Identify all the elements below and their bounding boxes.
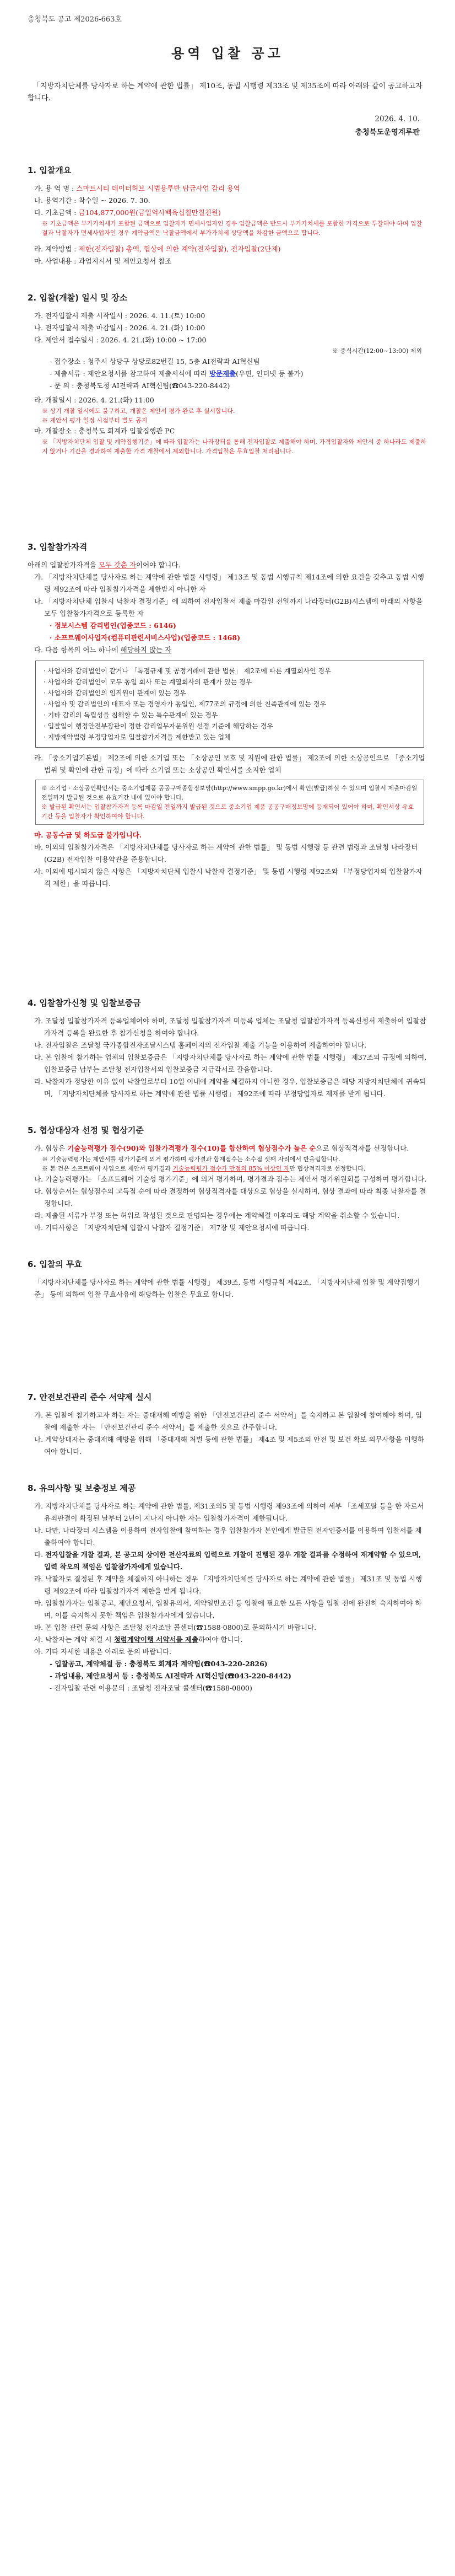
negotiation-note-2-text: ※ 본 건은 소프트웨어 사업으로 제안서 평가결과: [42, 1165, 173, 1172]
invalid-bid-body: 「지방자치단체를 당사자로 하는 계약에 관한 법률 시행령」 제39조, 동법 시행규칙 제42조, 「지방자치단체 입찰 및 계약집행기준」 등에 의하여 입찰 무효사유에 해당하는 입찰은 무효로 합니다.: [34, 1278, 420, 1298]
eligibility-intro-suffix: 이어야 합니다.: [136, 561, 181, 569]
project-content: 마. 사업내용 : 과업지시서 및 제안요청서 참조: [34, 257, 172, 265]
contract-method-row: [28, 243, 427, 255]
safety-ga: 가. 본 입찰에 참가하고자 하는 자는 중대재해 예방을 위한 「안전보건관리 준수 서약서」를 숙지하고 본 입찰에 참여해야 하며, 입찰에 제출한 자는 「안전보건관리 준수 서약서」를 제출한 것으로 간주합니다.: [34, 1411, 422, 1431]
lunch-note: ※ 중식시간(12:00~13:00) 제외: [332, 347, 422, 355]
section-title: 2. 입찰(개찰) 일시 및 장소: [28, 293, 128, 303]
exclusion-item: · 사업자와 감리법인이 같거나 「독점규제 및 공정거래에 관한 법률」 제2조에 따른 계열회사인 경우: [44, 667, 331, 675]
section-title: 3. 입찰참가자격: [28, 542, 88, 552]
announcement-number: 충청북도 공고 제2026-663호: [28, 15, 122, 24]
application-ga: 가. 조달청 입찰참가자격 등록업체여야 하며, 조달청 입찰참가자격 미등록 업체는 조달청 입찰참가자격 등록신청서 제출하여 입찰참가자격 등록을 완료한 후 참가신청을 하여야 합니다.: [34, 1017, 426, 1037]
notes-ba: 바. 본 입찰 관련 문의 사항은 조달청 전자조달 콜센터(☎1588-0800)로 문의하시기 바랍니다.: [34, 1623, 317, 1632]
negotiation-ra: 라. 제출된 서류가 부정 또는 허위로 작성된 것으로 판명되는 경우에는 계약체결 이후라도 해당 계약을 취소할 수 있습니다.: [34, 1211, 400, 1220]
section-title: 4. 입찰참가신청 및 입찰보증금: [28, 998, 141, 1008]
negotiation-note-1: ※ 기술능력평가는 제안서를 평가기준에 의거 평가하며 평가결과 합계점수는 소수점 셋째 자리에서 반올림합니다.: [42, 1156, 340, 1163]
base-price-value: 금104,877,000원(금일억사백육십칠만칠천원): [78, 208, 221, 217]
service-name-label: 가. 용 역 명 :: [34, 184, 74, 192]
eligibility-da-text: 다. 다음 항목의 어느 하나에: [34, 646, 121, 654]
application-na: 나. 전자입찰은 조달청 국가종합전자조달시스템 홈페이지의 전자입찰 제출 기능을 이용하여 제출하여야 합니다.: [34, 1041, 367, 1049]
section-title: 6. 입찰의 무효: [28, 1259, 83, 1269]
contract-method-label: 라. 계약방법 :: [34, 245, 77, 253]
eligibility-intro: [28, 559, 427, 571]
license-code-2: · 소프트웨어사업자(컴퓨터관련서비스사업)(업종코드 : 1468): [50, 634, 241, 642]
eligibility-na: 나. 「지방자치단체 입찰시 낙찰자 결정기준」에 의하여 전자입찰서 제출 마감일 전일까지 나라장터(G2B)시스템에 아래의 사항을 모두 입찰참가자격으로 등록한 자: [34, 597, 423, 618]
threshold-85: 기술능력평가 점수가 만점의 85% 이상인 자: [172, 1165, 290, 1172]
notes-da-prefix: 다.: [34, 1550, 46, 1559]
opening-place-note: ※ 「지방자치단체 입찰 및 계약집행기준」에 따라 입찰자는 나라장터를 통해 전자입찰로 제출해야 하며, 가격입찰자와 제안서 중 하나라도 제출하지 않거나 기간을 경과하여 제출한 가격 개찰에서 제외합니다. 가격입찰은 무효입찰 처리됩니다.: [42, 438, 427, 455]
certificate-note-box: [35, 780, 424, 825]
proposal-period: 다. 제안서 접수일시 : 2026. 4. 21.(화) 10:00 ~ 17:00: [34, 336, 207, 344]
exclusion-item: · 사업자와 감리법인이 모두 동일 회사 또는 계열회사의 관계가 있는 경우: [44, 678, 252, 686]
eligibility-ra: 라. 「중소기업기본법」 제2조에 의한 소기업 또는 「소상공인 보호 및 지원에 관한 법률」 제2조에 의한 소상공인으로 「중소기업범위 및 확인에 관한 규정」에 따라 소기업 또는 소상공인 확인서를 소지한 업체: [34, 754, 425, 774]
opening-note-2: ※ 제안서 평가 일정 시점부터 별도 공지: [42, 417, 148, 424]
section-negotiation: [28, 1124, 427, 1234]
issuer: 충청북도운영계루판: [355, 128, 420, 137]
section-schedule: [28, 292, 427, 456]
base-price-note: ※ 기초금액은 부가가치세가 포함된 금액으로 입찰자가 면세사업자인 경우 입찰금액은 반드시 부가가치세를 포함한 가격으로 투찰해야 하며 입찰결과 낙찰자가 면세사업자인 경우 계약금액은 낙찰금액에서 부가가치세 상당액을 차감한 금액으로 합니다.: [42, 220, 422, 237]
safety-na: 나. 계약상대자는 중대재해 예방을 위해 「중대재해 처벌 등에 관한 법률」 제4조 및 제5조의 안전 및 보건 확보 의무사항을 이행하여야 합니다.: [34, 1435, 425, 1456]
negotiation-note-2: [28, 1164, 427, 1173]
eligibility-ga: 가. 「지방자치단체를 당사자로 하는 계약에 관한 법률 시행령」 제13조 및 동법 시행규칙 제14조에 의한 요건을 갖추고 동법 시행령 제92조에 따라 입찰참가자격을 제한받지 아니한 자: [34, 573, 424, 593]
application-ra: 라. 낙찰자가 정당한 이유 없이 낙찰일로부터 10일 이내에 계약을 체결하지 아니한 경우, 입찰보증금은 해당 지방자치단체에 귀속되며, 「지방자치단체를 당사자로 하는 계약에 관한 법률 시행령」 제92조에 따라 부정당업자로 제재를 받게 됩니다.: [34, 1077, 426, 1098]
eligibility-da: [28, 644, 427, 656]
submission-docs-text: - 제출서류 : 제안요청서를 참고하여 제출서식에 따라: [50, 369, 209, 378]
notes-na: 나. 다만, 나라장터 시스템을 이용하여 전자입찰에 참여하는 경우 입찰참가자 본인에게 발급된 전자인증서를 이용하여 입찰서를 제출하여야 합니다.: [34, 1526, 422, 1547]
negotiation-ga-text: 가. 협상은: [34, 1144, 68, 1152]
service-name-row: [28, 183, 427, 195]
application-da: 다. 본 입찰에 참가하는 업체의 입찰보증금은 「지방자치단체를 당사자로 하는 계약에 관한 법률 시행령」 제37조의 규정에 의하여, 입찰보증금 납부는 조달청 전자입찰서의 입찰보증금 지급각서로 갈음합니다.: [34, 1053, 427, 1074]
notes-sa: [28, 1634, 427, 1646]
notes-ga: 가. 지방자치단체를 당사자로 하는 계약에 관한 법률, 제31조의5 및 동법 시행령 제93조에 의하여 세부 「조세포탈 등을 한 자로서 유죄판결이 확정된 날부터 2년이 지나지 아니한 자는 입찰참가자격이 제한됩니다.: [34, 1502, 424, 1522]
opening-place: 마. 개찰장소 : 충청북도 회계과 입찰집행관 PC: [34, 427, 175, 435]
eligibility-ba: 바. 이외의 입찰참가자격은 「지방자치단체를 당사자로 하는 계약에 관한 법률」 및 동법 시행령 등 관련 법령과 조달청 나라장터(G2B) 전자입찰 이용약관을 준용합니다.: [34, 843, 418, 863]
opening-note-1: ※ 상기 개찰 일시에도 불구하고, 개찰은 제안서 평가 완료 후 실시합니다.: [42, 407, 235, 415]
notes-ra: 라. 낙찰자로 결정된 후 계약을 체결하지 아니하는 경우 「지방자치단체를 당사자로 하는 계약에 관한 법률」 제31조 및 동법 시행령 제92조에 따라 입찰참가자격 제한을 받게 됩니다.: [34, 1575, 422, 1595]
section-title: 8. 유의사항 및 보충정보 제공: [28, 1483, 136, 1493]
intro-paragraph: 「지방자치단체를 당사자로 하는 계약에 관한 법률」 제10조, 동법 시행령 제33조 및 제35조에 따라 아래와 같이 공고하고자 합니다.: [28, 82, 422, 103]
contact-callcenter: - 전자입찰 관련 이용문의 : 조달청 전자조달 콜센터(☎1588-0800): [50, 1684, 252, 1692]
inquiry: - 문 의 : 충청북도청 AI전략과 AI혁신팀(☎043-220-8442): [50, 382, 230, 390]
contract-method-value: 제한(전자입찰) 총액, 협상에 의한 계약(전자입찰), 전자입찰(2단계): [78, 245, 281, 253]
negotiation-na: 나. 기술능력평가는 「소프트웨어 기술성 평가기준」에 의거 평가하며, 평가결과 점수는 제안서 평가위원회를 구성하여 평가합니다.: [34, 1175, 427, 1183]
submission-docs: [28, 368, 427, 380]
service-period: 나. 용역기간 : 착수일 ~ 2026. 7. 30.: [34, 196, 150, 205]
eligibility-sa: 사. 이외에 명시되지 않은 사항은 「지방자치단체 입찰시 낙찰자 결정기준」 및 동법 시행령 제92조와 「부정당업자의 입찰참가자격 제한」을 따릅니다.: [34, 867, 422, 888]
section-eligibility: [28, 541, 427, 890]
integrity-pledge: 청렴계약이행 서약서를 제출: [113, 1635, 199, 1644]
exclusion-item: · 사업자 및 감리법인의 대표자 또는 경영자가 동일인, 제77조의 규정에 의한 친족관계에 있는 경우: [44, 700, 326, 708]
bid-start: 가. 전자입찰서 제출 시작일시 : 2026. 4. 11.(토) 10:00: [34, 312, 205, 320]
date-block: [28, 112, 427, 139]
section-bid-application: [28, 997, 427, 1100]
contact-contract: - 입찰공고, 계약체결 등 : 충청북도 회계과 계약팀(☎043-220-2826): [50, 1660, 268, 1668]
negotiation-ma: 마. 기타사항은 「지방자치단체 입찰시 낙찰자 결정기준」 제7장 및 제안요청서에 따릅니다.: [34, 1223, 310, 1232]
exclusion-item: · 사업자와 감리법인의 임직원이 관계에 있는 경우: [44, 689, 186, 697]
section-invalid-bid: [28, 1258, 427, 1301]
opening-date: 라. 개찰일시 : 2026. 4. 21.(화) 11:00: [34, 396, 154, 404]
negotiation-ga-suffix: 으로 협상적격자를 선정합니다.: [316, 1144, 409, 1152]
all-requirements: 모두 갖춘 자: [98, 561, 137, 569]
section-overview: [28, 164, 427, 267]
base-price-row: [28, 207, 427, 219]
notice-date: 2026. 4. 10.: [375, 115, 420, 124]
submission-docs-suffix: (우편, 인터넷 등 불가): [236, 369, 304, 378]
exclusion-box: [35, 661, 424, 748]
contact-project: - 과업내용, 제안요청서 등 : 충청북도 AI전략과 AI혁신팀(☎043-220-8442): [50, 1672, 291, 1680]
notes-a: 아. 기타 자세한 내용은 아래로 문의 바랍니다.: [34, 1647, 172, 1656]
bid-deadline: 나. 전자입찰서 제출 마감일시 : 2026. 4. 21.(화) 10:00: [34, 324, 205, 332]
not-applicable: 해당하지 않는 자: [120, 646, 172, 654]
page-title: 용역 입찰 공고: [171, 46, 284, 61]
section-title: 1. 입찰개요: [28, 165, 72, 175]
base-price-label: 다. 기초금액 :: [34, 208, 77, 217]
negotiation-ga: [28, 1142, 427, 1155]
notes-da: [28, 1549, 427, 1573]
certificate-note-2: ※ 발급된 확인서는 입찰참가자격 등록 마감일 전일까지 발급된 것으로 중소기업 제품 공공구매정보망에 등재되어 있어야 하며, 확인서상 유효기간 등을 입찰자가 확인하여야 합니다.: [41, 803, 414, 820]
submission-place: - 접수장소 : 청주시 상당구 상당로82번길 15, 5층 AI전략과 AI혁신팀: [50, 357, 260, 366]
license-code-1: · 정보시스템 감리법인(업종코드 : 6146): [50, 621, 176, 630]
exclusion-item: · 기타 감리의 독립성을 침해할 수 있는 특수관계에 있는 경우: [44, 711, 218, 719]
eligibility-ma: 마. 공동수급 및 하도급 불가입니다.: [34, 831, 142, 839]
negotiation-score-rule: 기술능력평가 점수(90)와 입찰가격평가 점수(10)를 합산하여 협상점수가 높은 순: [67, 1144, 316, 1152]
section-notes: [28, 1482, 427, 1694]
service-name-value: 스마트시티 데이터허브 시범용루반 탑급사업 감리 용역: [76, 184, 240, 192]
section-title: 5. 협상대상자 선정 및 협상기준: [28, 1125, 144, 1135]
negotiation-note-2-suffix: 만 협상적격자로 선정합니다.: [289, 1165, 366, 1172]
notes-sa-suffix: 하여야 합니다.: [198, 1635, 243, 1644]
notes-sa-text: 사. 낙찰자는 계약 체결 시: [34, 1635, 114, 1644]
section-safety-pledge: [28, 1391, 427, 1458]
visit-submission: 방문제출: [209, 369, 236, 378]
negotiation-da: 다. 협상순서는 협상점수의 고득점 순에 따라 결정하여 협상적격자를 대상으로 협상을 실시하며, 협상 결과에 따라 최종 낙찰자를 결정합니다.: [34, 1187, 426, 1208]
exclusion-item: · 입찰일이 행정안전부장관이 정한 감리업무자문위원 선정 기준에 해당하는 경우: [44, 722, 273, 730]
notes-da-highlight: 전자입찰을 개찰 결과, 본 공고의 상이한 전산자료의 입력으로 개찰이 진행된 경우 개찰 결과를 수정하여 재계약할 수 있으며, 입력 착오의 책임은 입찰참가자에게 있습니다.: [44, 1550, 421, 1571]
exclusion-item: · 지방계약법령 부정당업자로 입찰참가자격을 제한받고 있는 업체: [44, 733, 231, 741]
certificate-note: ※ 소기업 · 소상공인확인서는 중소기업제품 공공구매종합정보망(http://www.smpp.go.kr)에서 확인(발급)하실 수 있으며 입찰서 제출마감일 전일까지 발급된 것으로 유효기간 내에 있어야 합니다.: [41, 785, 418, 801]
section-title: 7. 안전보건관리 준수 서약제 실시: [28, 1392, 152, 1402]
notes-ma: 마. 입찰참가자는 입찰공고, 제안요청서, 입찰유의서, 계약일반조건 등 입찰에 필요한 모든 사항을 입찰 전에 완전히 숙지하여야 하며, 이를 숙지하지 못한 책임은 입찰참가자에게 있습니다.: [34, 1599, 422, 1619]
eligibility-intro-text: 아래의 입찰참가자격을: [28, 561, 99, 569]
